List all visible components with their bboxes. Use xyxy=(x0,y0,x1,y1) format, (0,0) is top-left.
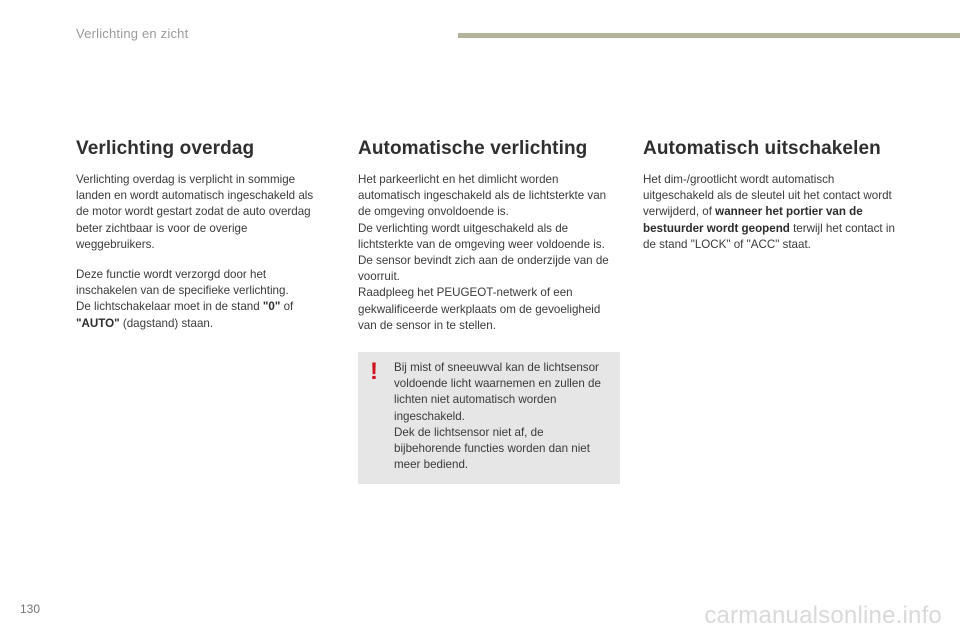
daytime-lighting-mode-text: (dagstand) staan. xyxy=(119,316,214,330)
automatic-lighting-off-text: De verlichting wordt uitgeschakeld als de lichtsterkte van de omgeving weer voldoende is. xyxy=(358,221,605,251)
daytime-lighting-function-text: Deze functie wordt verzorgd door het inschakelen van de specifieke verlichting. xyxy=(76,268,289,298)
daytime-lighting-heading: Verlichting overdag xyxy=(76,138,255,159)
warning-box xyxy=(358,352,620,484)
column-automatic-lighting xyxy=(358,138,620,334)
automatic-switch-off-text xyxy=(643,172,903,253)
page-number: 130 xyxy=(20,602,41,616)
switch-position-zero: "0" xyxy=(262,300,281,314)
column-automatic-switch-off xyxy=(643,138,903,253)
section-header-title: Verlichting en zicht xyxy=(76,26,189,41)
automatic-lighting-heading: Automatische verlichting xyxy=(358,138,588,159)
sensor-location-text: De sensor bevindt zich aan de onderzijde van de voorruit. xyxy=(358,254,609,284)
daytime-lighting-or-text: of xyxy=(280,300,294,314)
exclamation-icon: ! xyxy=(370,358,378,385)
daytime-lighting-details xyxy=(76,267,326,332)
warning-fog-text: Bij mist of sneeuwval kan de lichtsensor voldoende licht waarnemen en zullen de lichten niet automatisch worden ingeschakeld. xyxy=(394,361,601,423)
header-divider-bar xyxy=(458,33,960,38)
warning-text xyxy=(394,360,612,473)
automatic-lighting-text xyxy=(358,172,620,334)
switch-off-text-b: terwijl het contact in de stand "LOCK" of "ACC" staat. xyxy=(643,221,895,251)
sensor-adjust-text: Raadpleeg het PEUGEOT-netwerk of een gekwalificeerde werkplaats om de gevoeligheid van de sensor in te stellen. xyxy=(358,286,601,332)
automatic-switch-off-heading: Automatisch uitschakelen xyxy=(643,138,881,159)
daytime-lighting-switch-text: De lichtschakelaar moet in de stand xyxy=(76,300,263,314)
switch-position-auto: "AUTO" xyxy=(76,316,120,330)
switch-off-text-a: Het dim-/grootlicht wordt automatisch uitgeschakeld als de sleutel uit het contact wordt verwijderd, of xyxy=(643,173,892,219)
driver-door-opened-text: wanneer het portier van de bestuurder wordt geopend xyxy=(643,205,863,235)
daytime-lighting-intro: Verlichting overdag is verplicht in sommige landen en wordt automatisch ingeschakeld als de motor wordt gestart zodat de auto overdag beter zichtbaar is voor de overige weggebruikers. xyxy=(76,173,314,251)
warning-cover-text: Dek de lichtsensor niet af, de bijbehorende functies worden dan niet meer bediend. xyxy=(394,425,590,472)
column-daytime-lighting xyxy=(76,138,326,332)
watermark-text: carmanualsonline.info xyxy=(704,602,942,629)
automatic-lighting-on-text: Het parkeerlicht en het dimlicht worden automatisch ingeschakeld als de lichtsterkte van de omgeving onvoldoende is. xyxy=(358,173,607,219)
